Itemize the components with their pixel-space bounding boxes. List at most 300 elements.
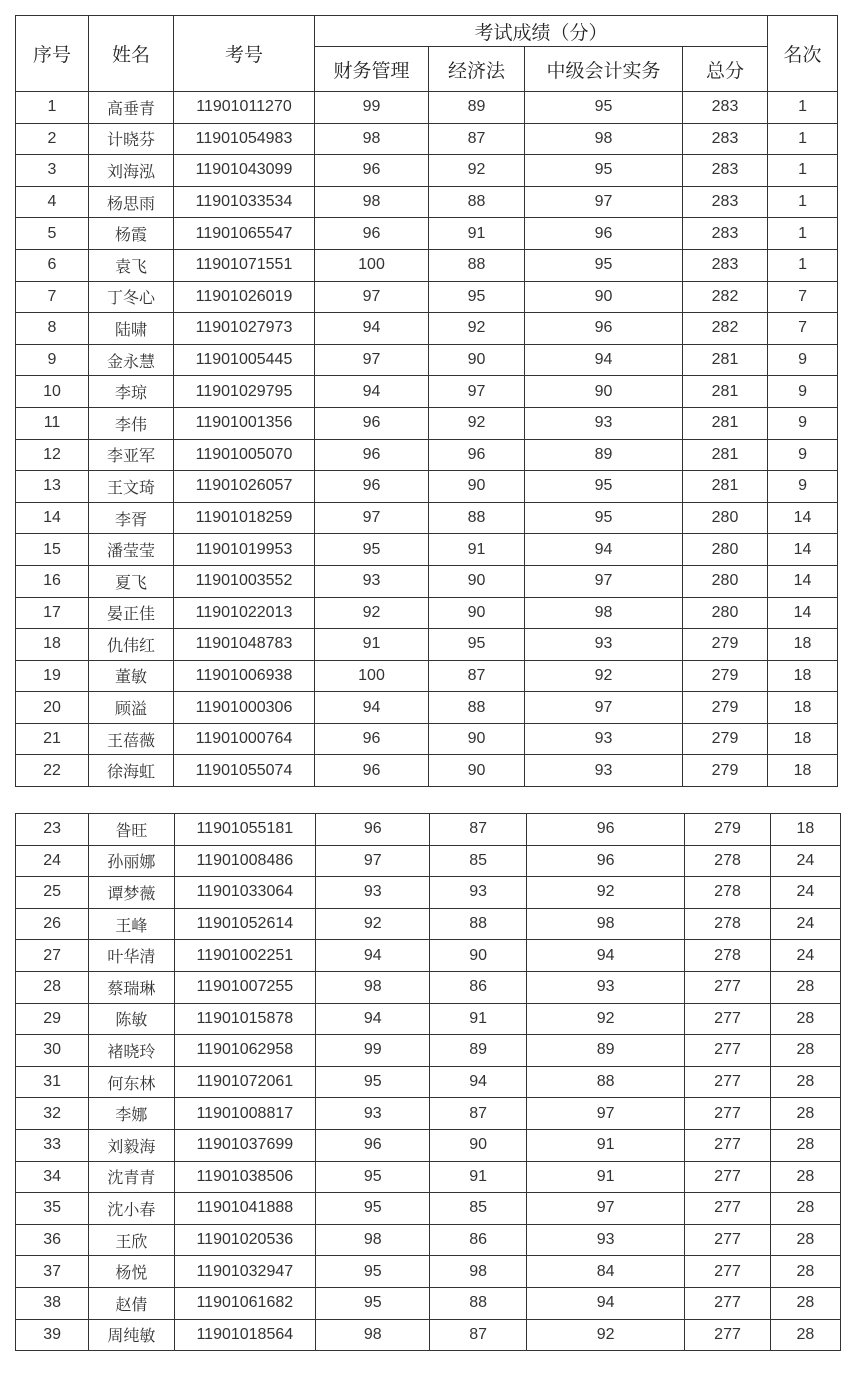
rank-cell: 28 xyxy=(770,1193,840,1225)
intermediate-accounting-score: 98 xyxy=(525,123,683,155)
table-row xyxy=(16,1129,841,1161)
score-table-bottom xyxy=(15,813,841,1351)
name-cell: 仇伟红 xyxy=(89,629,174,661)
seq-cell: 37 xyxy=(16,1256,89,1288)
seq-cell: 1 xyxy=(16,92,89,124)
intermediate-accounting-score: 91 xyxy=(526,1161,685,1193)
intermediate-accounting-score: 95 xyxy=(525,249,683,281)
finance-mgmt-score: 96 xyxy=(316,1129,430,1161)
name-cell: 丁冬心 xyxy=(89,281,174,313)
intermediate-accounting-score: 98 xyxy=(525,597,683,629)
exam-id-cell: 11901007255 xyxy=(174,971,316,1003)
name-cell: 褚晓玲 xyxy=(89,1035,174,1067)
finance-mgmt-score: 95 xyxy=(316,1066,430,1098)
seq-cell: 16 xyxy=(16,565,89,597)
name-cell: 李琼 xyxy=(89,376,174,408)
rank-cell: 18 xyxy=(768,660,838,692)
economic-law-score: 91 xyxy=(430,1003,526,1035)
total-score: 281 xyxy=(683,407,768,439)
intermediate-accounting-score: 93 xyxy=(526,971,685,1003)
intermediate-accounting-score: 92 xyxy=(526,877,685,909)
name-cell: 徐海虹 xyxy=(89,755,174,787)
economic-law-score: 90 xyxy=(429,755,525,787)
intermediate-accounting-score: 94 xyxy=(526,1287,685,1319)
economic-law-score: 85 xyxy=(430,845,526,877)
finance-mgmt-score: 95 xyxy=(315,534,429,566)
seq-cell: 6 xyxy=(16,249,89,281)
seq-cell: 25 xyxy=(16,877,89,909)
table-row xyxy=(16,471,838,503)
rank-cell: 28 xyxy=(770,1035,840,1067)
intermediate-accounting-score: 97 xyxy=(525,565,683,597)
total-score: 277 xyxy=(685,1287,770,1319)
total-score: 279 xyxy=(683,755,768,787)
intermediate-accounting-score: 93 xyxy=(525,407,683,439)
rank-cell: 9 xyxy=(768,471,838,503)
finance-mgmt-score: 98 xyxy=(316,1319,430,1351)
total-score: 278 xyxy=(685,845,770,877)
economic-law-score: 98 xyxy=(430,1256,526,1288)
exam-id-cell: 11901006938 xyxy=(174,660,315,692)
rank-cell: 1 xyxy=(768,155,838,187)
economic-law-score: 88 xyxy=(429,502,525,534)
intermediate-accounting-score: 97 xyxy=(525,186,683,218)
table-row xyxy=(16,502,838,534)
total-score: 277 xyxy=(685,1066,770,1098)
finance-mgmt-score: 94 xyxy=(315,376,429,408)
rank-cell: 24 xyxy=(770,940,840,972)
finance-mgmt-score: 96 xyxy=(315,723,429,755)
seq-cell: 17 xyxy=(16,597,89,629)
seq-cell: 23 xyxy=(16,814,89,846)
economic-law-score: 97 xyxy=(429,376,525,408)
exam-id-cell: 11901061682 xyxy=(174,1287,316,1319)
name-cell: 金永慧 xyxy=(89,344,174,376)
seq-cell: 13 xyxy=(16,471,89,503)
seq-cell: 5 xyxy=(16,218,89,250)
total-score: 278 xyxy=(685,940,770,972)
exam-id-cell: 11901020536 xyxy=(174,1224,316,1256)
table-row xyxy=(16,597,838,629)
table-row xyxy=(16,123,838,155)
rank-cell: 28 xyxy=(770,1161,840,1193)
economic-law-score: 87 xyxy=(430,1319,526,1351)
exam-id-cell: 11901037699 xyxy=(174,1129,316,1161)
rank-cell: 18 xyxy=(768,723,838,755)
table-row xyxy=(16,313,838,345)
table-row xyxy=(16,1319,841,1351)
economic-law-score: 88 xyxy=(429,249,525,281)
rank-cell: 28 xyxy=(770,1066,840,1098)
name-cell: 昝旺 xyxy=(89,814,174,846)
name-cell: 孙丽娜 xyxy=(89,845,174,877)
finance-mgmt-score: 95 xyxy=(316,1256,430,1288)
rank-cell: 1 xyxy=(768,92,838,124)
name-cell: 刘毅海 xyxy=(89,1129,174,1161)
finance-mgmt-score: 95 xyxy=(316,1193,430,1225)
table-row xyxy=(16,629,838,661)
seq-cell: 4 xyxy=(16,186,89,218)
seq-cell: 8 xyxy=(16,313,89,345)
total-score: 280 xyxy=(683,597,768,629)
intermediate-accounting-score: 92 xyxy=(526,1319,685,1351)
total-score: 277 xyxy=(685,1098,770,1130)
seq-cell: 14 xyxy=(16,502,89,534)
exam-id-cell: 11901054983 xyxy=(174,123,315,155)
total-score: 279 xyxy=(683,629,768,661)
economic-law-score: 92 xyxy=(429,407,525,439)
economic-law-score: 88 xyxy=(429,186,525,218)
finance-mgmt-score: 96 xyxy=(315,155,429,187)
seq-cell: 27 xyxy=(16,940,89,972)
table-row xyxy=(16,344,838,376)
economic-law-score: 90 xyxy=(429,471,525,503)
exam-id-cell: 11901002251 xyxy=(174,940,316,972)
finance-mgmt-score: 91 xyxy=(315,629,429,661)
table-row xyxy=(16,845,841,877)
total-score: 279 xyxy=(683,723,768,755)
exam-id-cell: 11901000306 xyxy=(174,692,315,724)
finance-mgmt-score: 96 xyxy=(315,407,429,439)
total-score: 277 xyxy=(685,1035,770,1067)
total-score: 283 xyxy=(683,92,768,124)
rank-cell: 1 xyxy=(768,218,838,250)
exam-id-cell: 11901018259 xyxy=(174,502,315,534)
intermediate-accounting-score: 93 xyxy=(525,723,683,755)
table-row xyxy=(16,1066,841,1098)
intermediate-accounting-score: 93 xyxy=(525,755,683,787)
intermediate-accounting-score: 88 xyxy=(526,1066,685,1098)
header-intermediate-accounting: 中级会计实务 xyxy=(525,47,683,92)
seq-cell: 28 xyxy=(16,971,89,1003)
exam-id-cell: 11901043099 xyxy=(174,155,315,187)
name-cell: 杨思雨 xyxy=(89,186,174,218)
total-score: 277 xyxy=(685,971,770,1003)
rank-cell: 28 xyxy=(770,1319,840,1351)
finance-mgmt-score: 94 xyxy=(315,692,429,724)
rank-cell: 1 xyxy=(768,249,838,281)
seq-cell: 22 xyxy=(16,755,89,787)
finance-mgmt-score: 94 xyxy=(316,1003,430,1035)
name-cell: 王欣 xyxy=(89,1224,174,1256)
intermediate-accounting-score: 97 xyxy=(526,1193,685,1225)
exam-id-cell: 11901001356 xyxy=(174,407,315,439)
intermediate-accounting-score: 95 xyxy=(525,155,683,187)
economic-law-score: 88 xyxy=(429,692,525,724)
table-row xyxy=(16,407,838,439)
seq-cell: 11 xyxy=(16,407,89,439)
score-table-top xyxy=(15,15,838,787)
total-score: 277 xyxy=(685,1319,770,1351)
intermediate-accounting-score: 96 xyxy=(526,845,685,877)
total-score: 279 xyxy=(683,692,768,724)
name-cell: 刘海泓 xyxy=(89,155,174,187)
seq-cell: 3 xyxy=(16,155,89,187)
name-cell: 杨悦 xyxy=(89,1256,174,1288)
name-cell: 晏正佳 xyxy=(89,597,174,629)
header-seq: 序号 xyxy=(16,16,89,92)
table-row xyxy=(16,1035,841,1067)
seq-cell: 9 xyxy=(16,344,89,376)
economic-law-score: 96 xyxy=(429,439,525,471)
intermediate-accounting-score: 93 xyxy=(525,629,683,661)
seq-cell: 32 xyxy=(16,1098,89,1130)
seq-cell: 29 xyxy=(16,1003,89,1035)
name-cell: 蔡瑞琳 xyxy=(89,971,174,1003)
rank-cell: 28 xyxy=(770,1287,840,1319)
economic-law-score: 87 xyxy=(430,1098,526,1130)
rank-cell: 9 xyxy=(768,344,838,376)
name-cell: 王峰 xyxy=(89,908,174,940)
intermediate-accounting-score: 84 xyxy=(526,1256,685,1288)
table-body-bottom xyxy=(16,814,841,1351)
name-cell: 潘莹莹 xyxy=(89,534,174,566)
total-score: 277 xyxy=(685,1224,770,1256)
total-score: 280 xyxy=(683,502,768,534)
table-row xyxy=(16,155,838,187)
exam-id-cell: 11901033064 xyxy=(174,877,316,909)
exam-id-cell: 11901065547 xyxy=(174,218,315,250)
intermediate-accounting-score: 92 xyxy=(525,660,683,692)
economic-law-score: 91 xyxy=(429,534,525,566)
name-cell: 叶华清 xyxy=(89,940,174,972)
name-cell: 夏飞 xyxy=(89,565,174,597)
rank-cell: 9 xyxy=(768,407,838,439)
seq-cell: 39 xyxy=(16,1319,89,1351)
finance-mgmt-score: 94 xyxy=(315,313,429,345)
total-score: 281 xyxy=(683,471,768,503)
total-score: 282 xyxy=(683,313,768,345)
finance-mgmt-score: 99 xyxy=(315,92,429,124)
economic-law-score: 90 xyxy=(429,723,525,755)
table-row xyxy=(16,1224,841,1256)
finance-mgmt-score: 96 xyxy=(315,471,429,503)
finance-mgmt-score: 94 xyxy=(316,940,430,972)
rank-cell: 24 xyxy=(770,877,840,909)
rank-cell: 18 xyxy=(768,629,838,661)
finance-mgmt-score: 97 xyxy=(315,344,429,376)
table-row xyxy=(16,218,838,250)
seq-cell: 7 xyxy=(16,281,89,313)
name-cell: 计晓芬 xyxy=(89,123,174,155)
intermediate-accounting-score: 92 xyxy=(526,1003,685,1035)
economic-law-score: 87 xyxy=(429,123,525,155)
total-score: 280 xyxy=(683,565,768,597)
rank-cell: 18 xyxy=(768,755,838,787)
rank-cell: 14 xyxy=(768,534,838,566)
rank-cell: 28 xyxy=(770,971,840,1003)
finance-mgmt-score: 100 xyxy=(315,660,429,692)
rank-cell: 28 xyxy=(770,1098,840,1130)
economic-law-score: 92 xyxy=(429,313,525,345)
table-row xyxy=(16,1003,841,1035)
economic-law-score: 86 xyxy=(430,971,526,1003)
economic-law-score: 90 xyxy=(429,565,525,597)
finance-mgmt-score: 97 xyxy=(315,281,429,313)
rank-cell: 28 xyxy=(770,1224,840,1256)
table-row xyxy=(16,186,838,218)
exam-id-cell: 11901072061 xyxy=(174,1066,316,1098)
economic-law-score: 87 xyxy=(430,814,526,846)
name-cell: 陆啸 xyxy=(89,313,174,345)
table-row xyxy=(16,1287,841,1319)
economic-law-score: 93 xyxy=(430,877,526,909)
rank-cell: 9 xyxy=(768,376,838,408)
intermediate-accounting-score: 89 xyxy=(525,439,683,471)
table-row xyxy=(16,755,838,787)
total-score: 277 xyxy=(685,1256,770,1288)
total-score: 279 xyxy=(685,814,770,846)
seq-cell: 30 xyxy=(16,1035,89,1067)
finance-mgmt-score: 92 xyxy=(315,597,429,629)
seq-cell: 20 xyxy=(16,692,89,724)
table-row xyxy=(16,877,841,909)
name-cell: 李胥 xyxy=(89,502,174,534)
intermediate-accounting-score: 96 xyxy=(525,313,683,345)
total-score: 281 xyxy=(683,344,768,376)
name-cell: 何东林 xyxy=(89,1066,174,1098)
seq-cell: 31 xyxy=(16,1066,89,1098)
total-score: 283 xyxy=(683,123,768,155)
rank-cell: 7 xyxy=(768,313,838,345)
total-score: 278 xyxy=(685,877,770,909)
intermediate-accounting-score: 96 xyxy=(526,814,685,846)
exam-id-cell: 11901041888 xyxy=(174,1193,316,1225)
name-cell: 沈小春 xyxy=(89,1193,174,1225)
header-finance-mgmt: 财务管理 xyxy=(315,47,429,92)
finance-mgmt-score: 95 xyxy=(316,1287,430,1319)
economic-law-score: 85 xyxy=(430,1193,526,1225)
economic-law-score: 90 xyxy=(429,344,525,376)
total-score: 280 xyxy=(683,534,768,566)
finance-mgmt-score: 93 xyxy=(315,565,429,597)
finance-mgmt-score: 97 xyxy=(315,502,429,534)
table-row xyxy=(16,814,841,846)
finance-mgmt-score: 98 xyxy=(315,186,429,218)
intermediate-accounting-score: 94 xyxy=(526,940,685,972)
exam-id-cell: 11901048783 xyxy=(174,629,315,661)
economic-law-score: 86 xyxy=(430,1224,526,1256)
rank-cell: 7 xyxy=(768,281,838,313)
rank-cell: 28 xyxy=(770,1129,840,1161)
total-score: 281 xyxy=(683,376,768,408)
name-cell: 李伟 xyxy=(89,407,174,439)
exam-id-cell: 11901038506 xyxy=(174,1161,316,1193)
name-cell: 高垂青 xyxy=(89,92,174,124)
economic-law-score: 95 xyxy=(429,629,525,661)
table-row xyxy=(16,692,838,724)
seq-cell: 33 xyxy=(16,1129,89,1161)
total-score: 283 xyxy=(683,186,768,218)
intermediate-accounting-score: 98 xyxy=(526,908,685,940)
table-body-top xyxy=(16,92,838,787)
finance-mgmt-score: 98 xyxy=(316,1224,430,1256)
table-row xyxy=(16,1256,841,1288)
exam-id-cell: 11901011270 xyxy=(174,92,315,124)
seq-cell: 2 xyxy=(16,123,89,155)
economic-law-score: 90 xyxy=(430,940,526,972)
economic-law-score: 92 xyxy=(429,155,525,187)
intermediate-accounting-score: 90 xyxy=(525,281,683,313)
name-cell: 周纯敏 xyxy=(89,1319,174,1351)
name-cell: 赵倩 xyxy=(89,1287,174,1319)
seq-cell: 36 xyxy=(16,1224,89,1256)
finance-mgmt-score: 93 xyxy=(316,1098,430,1130)
name-cell: 王蓓薇 xyxy=(89,723,174,755)
economic-law-score: 87 xyxy=(429,660,525,692)
header-total: 总分 xyxy=(683,47,768,92)
seq-cell: 19 xyxy=(16,660,89,692)
rank-cell: 24 xyxy=(770,908,840,940)
finance-mgmt-score: 100 xyxy=(315,249,429,281)
intermediate-accounting-score: 97 xyxy=(525,692,683,724)
intermediate-accounting-score: 95 xyxy=(525,502,683,534)
seq-cell: 21 xyxy=(16,723,89,755)
finance-mgmt-score: 98 xyxy=(315,123,429,155)
header-exam-id: 考号 xyxy=(174,16,315,92)
name-cell: 李亚军 xyxy=(89,439,174,471)
exam-id-cell: 11901026019 xyxy=(174,281,315,313)
rank-cell: 28 xyxy=(770,1256,840,1288)
finance-mgmt-score: 96 xyxy=(316,814,430,846)
name-cell: 李娜 xyxy=(89,1098,174,1130)
table-row xyxy=(16,376,838,408)
intermediate-accounting-score: 91 xyxy=(526,1129,685,1161)
table-row xyxy=(16,1161,841,1193)
intermediate-accounting-score: 90 xyxy=(525,376,683,408)
exam-id-cell: 11901008817 xyxy=(174,1098,316,1130)
table-row xyxy=(16,565,838,597)
exam-id-cell: 11901005070 xyxy=(174,439,315,471)
finance-mgmt-score: 95 xyxy=(316,1161,430,1193)
economic-law-score: 89 xyxy=(429,92,525,124)
rank-cell: 14 xyxy=(768,565,838,597)
finance-mgmt-score: 93 xyxy=(316,877,430,909)
seq-cell: 35 xyxy=(16,1193,89,1225)
header-name: 姓名 xyxy=(89,16,174,92)
total-score: 282 xyxy=(683,281,768,313)
intermediate-accounting-score: 95 xyxy=(525,471,683,503)
economic-law-score: 88 xyxy=(430,1287,526,1319)
finance-mgmt-score: 97 xyxy=(316,845,430,877)
seq-cell: 24 xyxy=(16,845,89,877)
economic-law-score: 91 xyxy=(430,1161,526,1193)
exam-id-cell: 11901055074 xyxy=(174,755,315,787)
economic-law-score: 91 xyxy=(429,218,525,250)
header-rank: 名次 xyxy=(768,16,838,92)
table-row xyxy=(16,660,838,692)
rank-cell: 18 xyxy=(768,692,838,724)
name-cell: 董敏 xyxy=(89,660,174,692)
finance-mgmt-score: 92 xyxy=(316,908,430,940)
total-score: 279 xyxy=(683,660,768,692)
total-score: 281 xyxy=(683,439,768,471)
total-score: 283 xyxy=(683,249,768,281)
table-row xyxy=(16,281,838,313)
intermediate-accounting-score: 89 xyxy=(526,1035,685,1067)
finance-mgmt-score: 96 xyxy=(315,439,429,471)
name-cell: 王文琦 xyxy=(89,471,174,503)
intermediate-accounting-score: 93 xyxy=(526,1224,685,1256)
intermediate-accounting-score: 97 xyxy=(526,1098,685,1130)
rank-cell: 28 xyxy=(770,1003,840,1035)
exam-id-cell: 11901033534 xyxy=(174,186,315,218)
name-cell: 顾溢 xyxy=(89,692,174,724)
exam-id-cell: 11901003552 xyxy=(174,565,315,597)
exam-id-cell: 11901019953 xyxy=(174,534,315,566)
exam-id-cell: 11901026057 xyxy=(174,471,315,503)
rank-cell: 1 xyxy=(768,123,838,155)
